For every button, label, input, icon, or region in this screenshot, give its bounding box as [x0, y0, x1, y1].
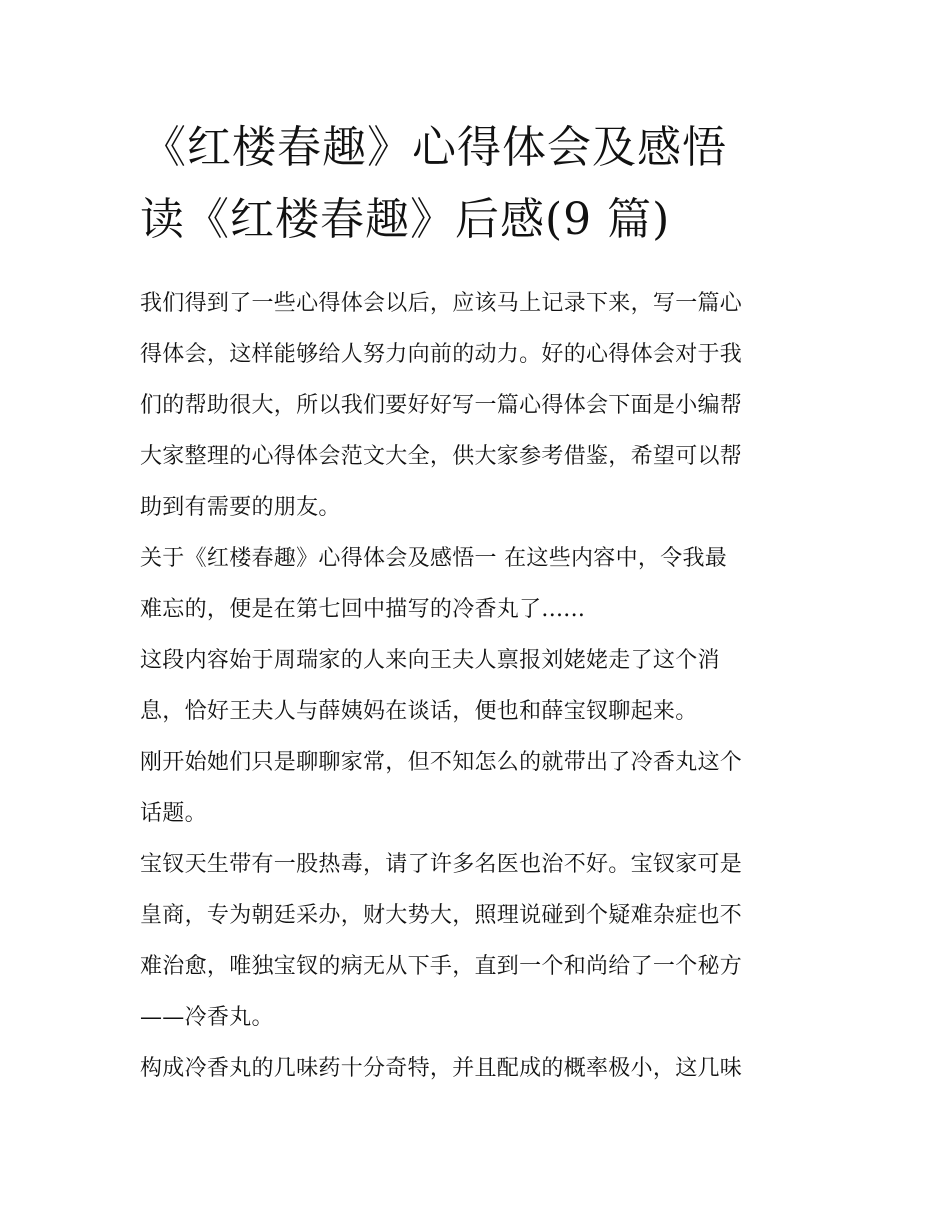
- body-line: 关于《红楼春趣》心得体会及感悟一 在这些内容中，令我最: [140, 546, 728, 571]
- body-line: ——冷香丸。: [140, 1005, 274, 1030]
- document-body: [140, 278, 812, 1094]
- body-line: 难忘的，便是在第七回中描写的冷香丸了......: [140, 597, 586, 622]
- body-line: 得体会，这样能够给人努力向前的动力。好的心得体会对于我: [140, 342, 743, 367]
- body-line: 息，恰好王夫人与薛姨妈在谈话，便也和薛宝钗聊起来。: [140, 699, 698, 724]
- body-line: 这段内容始于周瑞家的人来向王夫人禀报刘姥姥走了这个消: [140, 648, 720, 673]
- body-line: 话题。: [140, 801, 207, 826]
- body-line: 宝钗天生带有一股热毒，请了许多名医也治不好。宝钗家可是: [140, 852, 743, 877]
- body-line: 们的帮助很大，所以我们要好好写一篇心得体会下面是小编帮: [140, 393, 743, 418]
- body-line: 皇商，专为朝廷采办，财大势大，照理说碰到个疑难杂症也不: [140, 903, 743, 928]
- title-line-1: 《红楼春趣》心得体会及感悟: [142, 122, 727, 173]
- body-line: 构成冷香丸的几味药十分奇特，并且配成的概率极小，这几味: [140, 1056, 743, 1081]
- title-line-2: 读《红楼春趣》后感(9 篇): [140, 194, 671, 245]
- body-line: 难治愈，唯独宝钗的病无从下手，直到一个和尚给了一个秘方: [140, 954, 743, 979]
- body-line: 助到有需要的朋友。: [140, 495, 341, 520]
- body-line: 大家整理的心得体会范文大全，供大家参考借鉴，希望可以帮: [140, 444, 743, 469]
- document-title: [140, 112, 812, 256]
- document-page: [140, 0, 812, 1094]
- body-line: 我们得到了一些心得体会以后，应该马上记录下来，写一篇心: [140, 291, 743, 316]
- body-line: 刚开始她们只是聊聊家常，但不知怎么的就带出了冷香丸这个: [140, 750, 743, 775]
